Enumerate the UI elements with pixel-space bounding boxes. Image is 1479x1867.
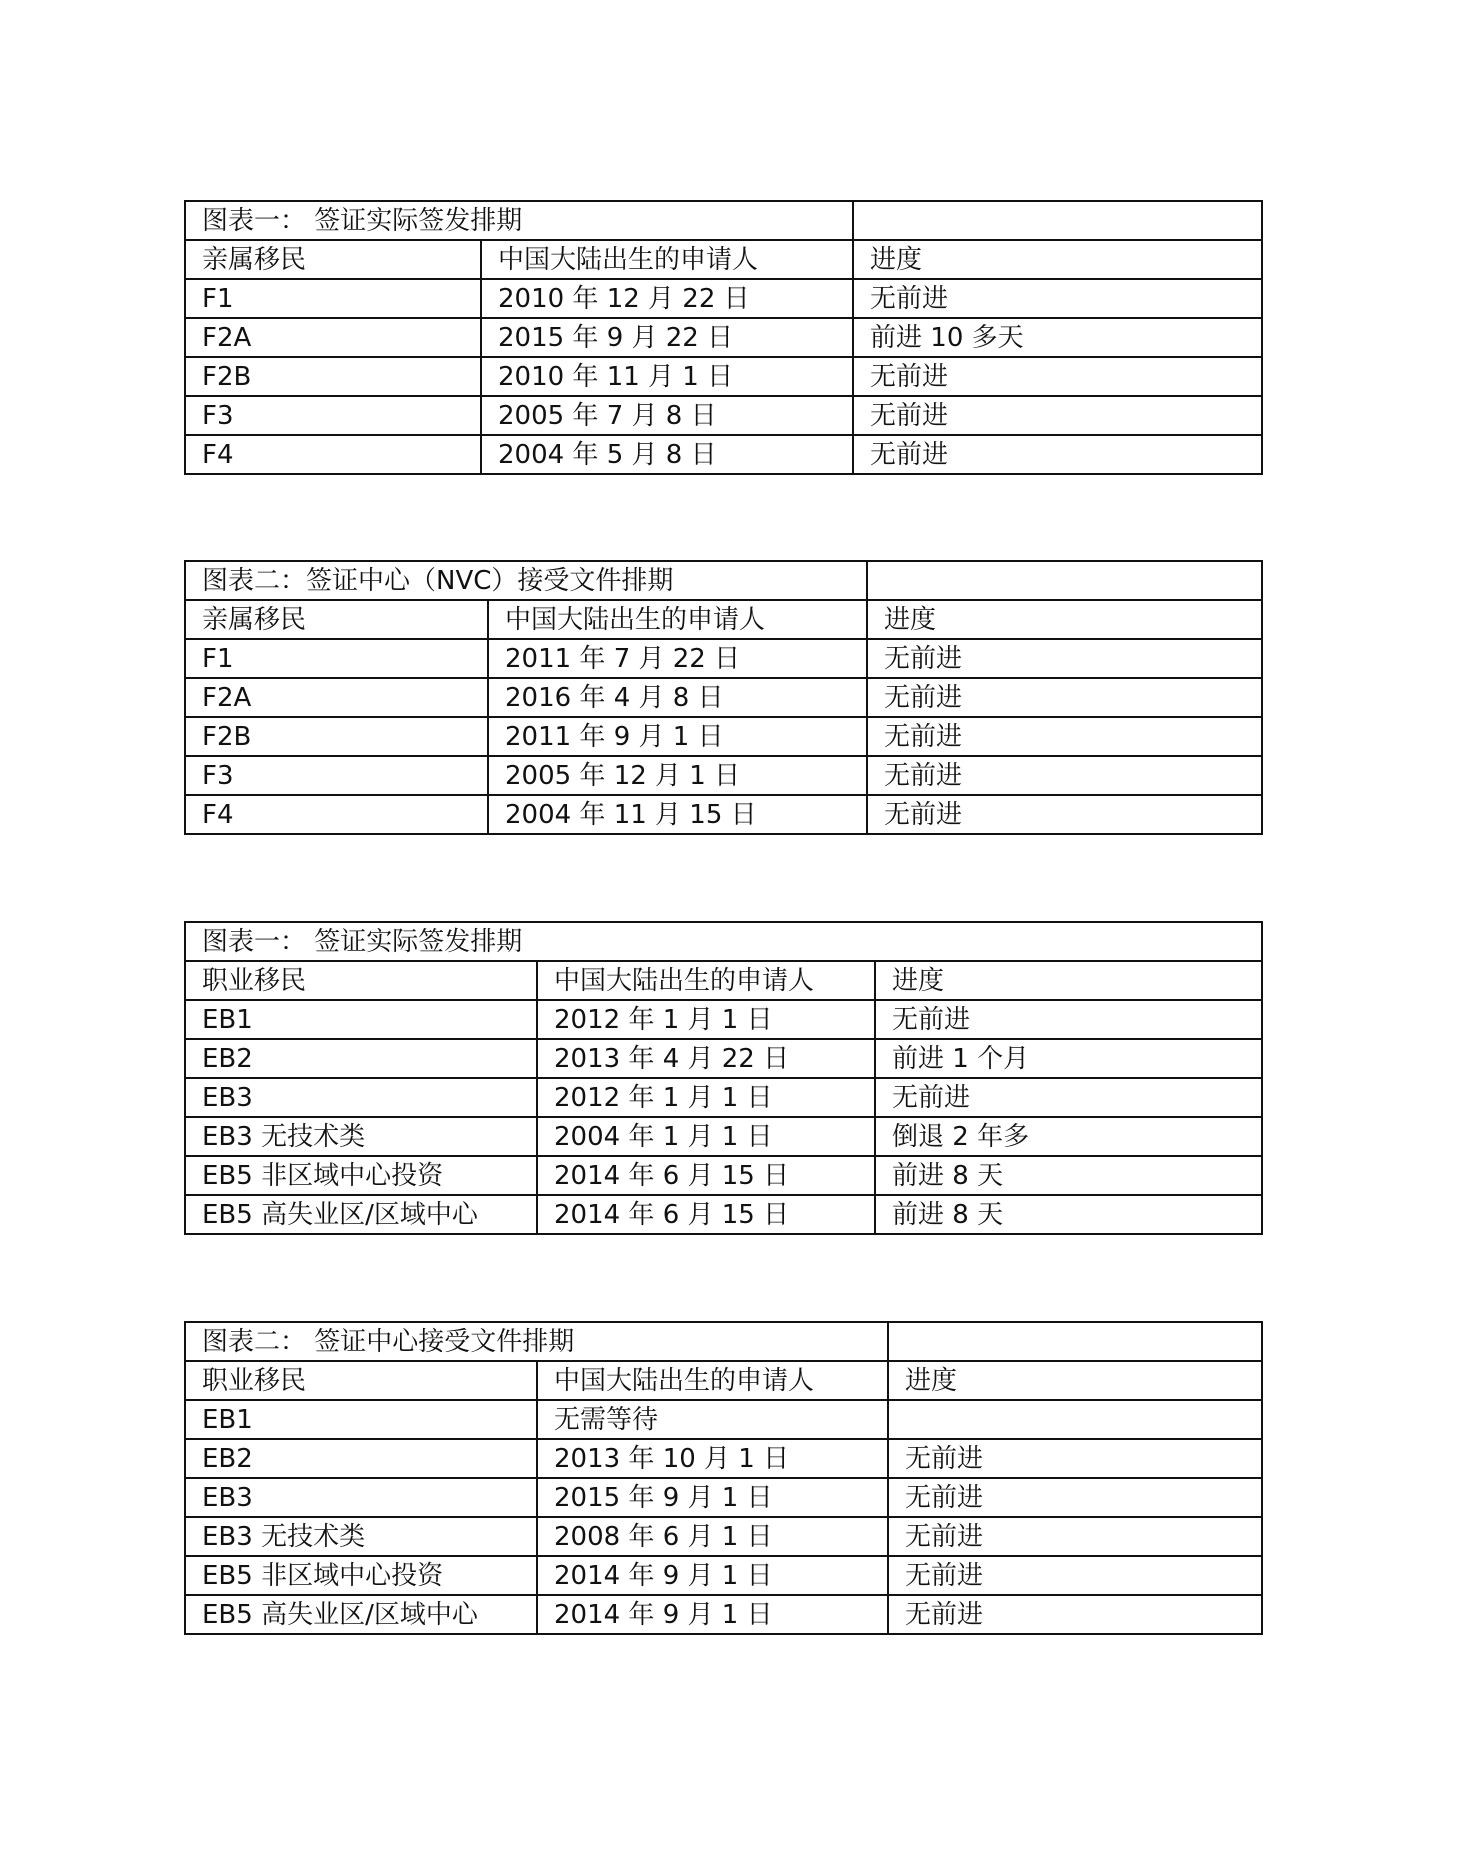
table-header-row <box>185 600 1262 639</box>
table-cell: 无前进 <box>853 279 1262 318</box>
table-cell: 2013 年 4 月 22 日 <box>537 1039 875 1078</box>
table-title: 图表二：签证中心（NVC）接受文件排期 <box>185 561 867 600</box>
column-header-category: 职业移民 <box>185 1361 537 1400</box>
table-row <box>185 279 1262 318</box>
column-header-applicant: 中国大陆出生的申请人 <box>481 240 853 279</box>
table-cell: 无需等待 <box>537 1400 888 1439</box>
table-cell: 2008 年 6 月 1 日 <box>537 1517 888 1556</box>
table-row <box>185 1195 1262 1234</box>
table-row <box>185 1000 1262 1039</box>
table-cell <box>888 1322 1262 1361</box>
table-cell: 前进 1 个月 <box>875 1039 1262 1078</box>
table-header-row <box>185 961 1262 1000</box>
table-cell: EB3 <box>185 1078 537 1117</box>
table-cell: 前进 8 天 <box>875 1156 1262 1195</box>
table-row <box>185 1517 1262 1556</box>
table-cell: 无前进 <box>888 1478 1262 1517</box>
table-cell: F2B <box>185 717 488 756</box>
table-title-row <box>185 1322 1262 1361</box>
table-cell: EB2 <box>185 1439 537 1478</box>
table-cell: EB5 高失业区/区域中心 <box>185 1195 537 1234</box>
table-cell: 2012 年 1 月 1 日 <box>537 1078 875 1117</box>
table-row <box>185 1039 1262 1078</box>
table-cell: F2A <box>185 318 481 357</box>
column-header-applicant: 中国大陆出生的申请人 <box>537 961 875 1000</box>
table-cell: 2014 年 9 月 1 日 <box>537 1595 888 1634</box>
table-cell: 无前进 <box>888 1556 1262 1595</box>
table-cell: 无前进 <box>867 639 1262 678</box>
family-final-action-table <box>184 200 1263 475</box>
table-cell: F1 <box>185 279 481 318</box>
table-cell: 无前进 <box>875 1000 1262 1039</box>
table-row <box>185 1400 1262 1439</box>
column-header-progress: 进度 <box>875 961 1262 1000</box>
table-cell: EB2 <box>185 1039 537 1078</box>
table-row <box>185 1117 1262 1156</box>
table-cell: 2011 年 9 月 1 日 <box>488 717 867 756</box>
table-cell: 2004 年 1 月 1 日 <box>537 1117 875 1156</box>
table-cell: 无前进 <box>853 357 1262 396</box>
column-header-progress: 进度 <box>853 240 1262 279</box>
column-header-category: 职业移民 <box>185 961 537 1000</box>
table-cell: 2005 年 7 月 8 日 <box>481 396 853 435</box>
table-cell: 2004 年 11 月 15 日 <box>488 795 867 834</box>
table-cell: 2014 年 9 月 1 日 <box>537 1556 888 1595</box>
table-title-row <box>185 922 1262 961</box>
table-row <box>185 1556 1262 1595</box>
table-row <box>185 756 1262 795</box>
table-title: 图表一： 签证实际签发排期 <box>185 201 853 240</box>
table-cell: F2B <box>185 357 481 396</box>
table-cell: 倒退 2 年多 <box>875 1117 1262 1156</box>
table-cell: 2004 年 5 月 8 日 <box>481 435 853 474</box>
table-cell: EB3 <box>185 1478 537 1517</box>
table-cell: 无前进 <box>867 756 1262 795</box>
table-cell: 前进 10 多天 <box>853 318 1262 357</box>
table-row <box>185 357 1262 396</box>
table-cell: F2A <box>185 678 488 717</box>
table-cell: EB5 高失业区/区域中心 <box>185 1595 537 1634</box>
column-header-progress: 进度 <box>867 600 1262 639</box>
table-cell: 2005 年 12 月 1 日 <box>488 756 867 795</box>
table-row <box>185 795 1262 834</box>
table-row <box>185 639 1262 678</box>
column-header-category: 亲属移民 <box>185 600 488 639</box>
table-cell: 2012 年 1 月 1 日 <box>537 1000 875 1039</box>
table-cell: 前进 8 天 <box>875 1195 1262 1234</box>
table-row <box>185 678 1262 717</box>
table-cell: 2011 年 7 月 22 日 <box>488 639 867 678</box>
table-cell: 无前进 <box>888 1517 1262 1556</box>
table-cell: 无前进 <box>888 1439 1262 1478</box>
table-cell: 2013 年 10 月 1 日 <box>537 1439 888 1478</box>
table-cell: EB3 无技术类 <box>185 1517 537 1556</box>
table-cell: 无前进 <box>853 396 1262 435</box>
table-header-row <box>185 240 1262 279</box>
table-cell: EB1 <box>185 1000 537 1039</box>
table-cell: 2010 年 11 月 1 日 <box>481 357 853 396</box>
table-title-row <box>185 561 1262 600</box>
column-header-applicant: 中国大陆出生的申请人 <box>488 600 867 639</box>
table-cell: 无前进 <box>867 717 1262 756</box>
table-title: 图表二： 签证中心接受文件排期 <box>185 1322 888 1361</box>
table-cell: 2015 年 9 月 22 日 <box>481 318 853 357</box>
table-cell: EB5 非区域中心投资 <box>185 1156 537 1195</box>
table-cell: 无前进 <box>867 795 1262 834</box>
table-cell: 2014 年 6 月 15 日 <box>537 1156 875 1195</box>
table-header-row <box>185 1361 1262 1400</box>
table-cell: F1 <box>185 639 488 678</box>
table-cell: 2010 年 12 月 22 日 <box>481 279 853 318</box>
table-row <box>185 1156 1262 1195</box>
table-row <box>185 396 1262 435</box>
table-cell: F4 <box>185 795 488 834</box>
table-row <box>185 1595 1262 1634</box>
table-cell: 无前进 <box>867 678 1262 717</box>
employment-nvc-filing-table <box>184 1321 1263 1635</box>
table-cell <box>853 201 1262 240</box>
table-row <box>185 435 1262 474</box>
column-header-category: 亲属移民 <box>185 240 481 279</box>
table-cell: F4 <box>185 435 481 474</box>
table-title: 图表一： 签证实际签发排期 <box>185 922 1262 961</box>
table-cell: 无前进 <box>853 435 1262 474</box>
table-cell <box>867 561 1262 600</box>
table-row <box>185 717 1262 756</box>
table-row <box>185 318 1262 357</box>
employment-final-action-table <box>184 921 1263 1235</box>
table-cell: EB1 <box>185 1400 537 1439</box>
table-row <box>185 1478 1262 1517</box>
family-nvc-filing-table <box>184 560 1263 835</box>
table-cell: 无前进 <box>875 1078 1262 1117</box>
table-cell <box>888 1400 1262 1439</box>
column-header-applicant: 中国大陆出生的申请人 <box>537 1361 888 1400</box>
table-cell: 2016 年 4 月 8 日 <box>488 678 867 717</box>
table-cell: 无前进 <box>888 1595 1262 1634</box>
table-cell: EB5 非区域中心投资 <box>185 1556 537 1595</box>
column-header-progress: 进度 <box>888 1361 1262 1400</box>
table-row <box>185 1439 1262 1478</box>
table-cell: 2015 年 9 月 1 日 <box>537 1478 888 1517</box>
table-cell: EB3 无技术类 <box>185 1117 537 1156</box>
table-title-row <box>185 201 1262 240</box>
table-cell: 2014 年 6 月 15 日 <box>537 1195 875 1234</box>
table-row <box>185 1078 1262 1117</box>
table-cell: F3 <box>185 756 488 795</box>
table-cell: F3 <box>185 396 481 435</box>
